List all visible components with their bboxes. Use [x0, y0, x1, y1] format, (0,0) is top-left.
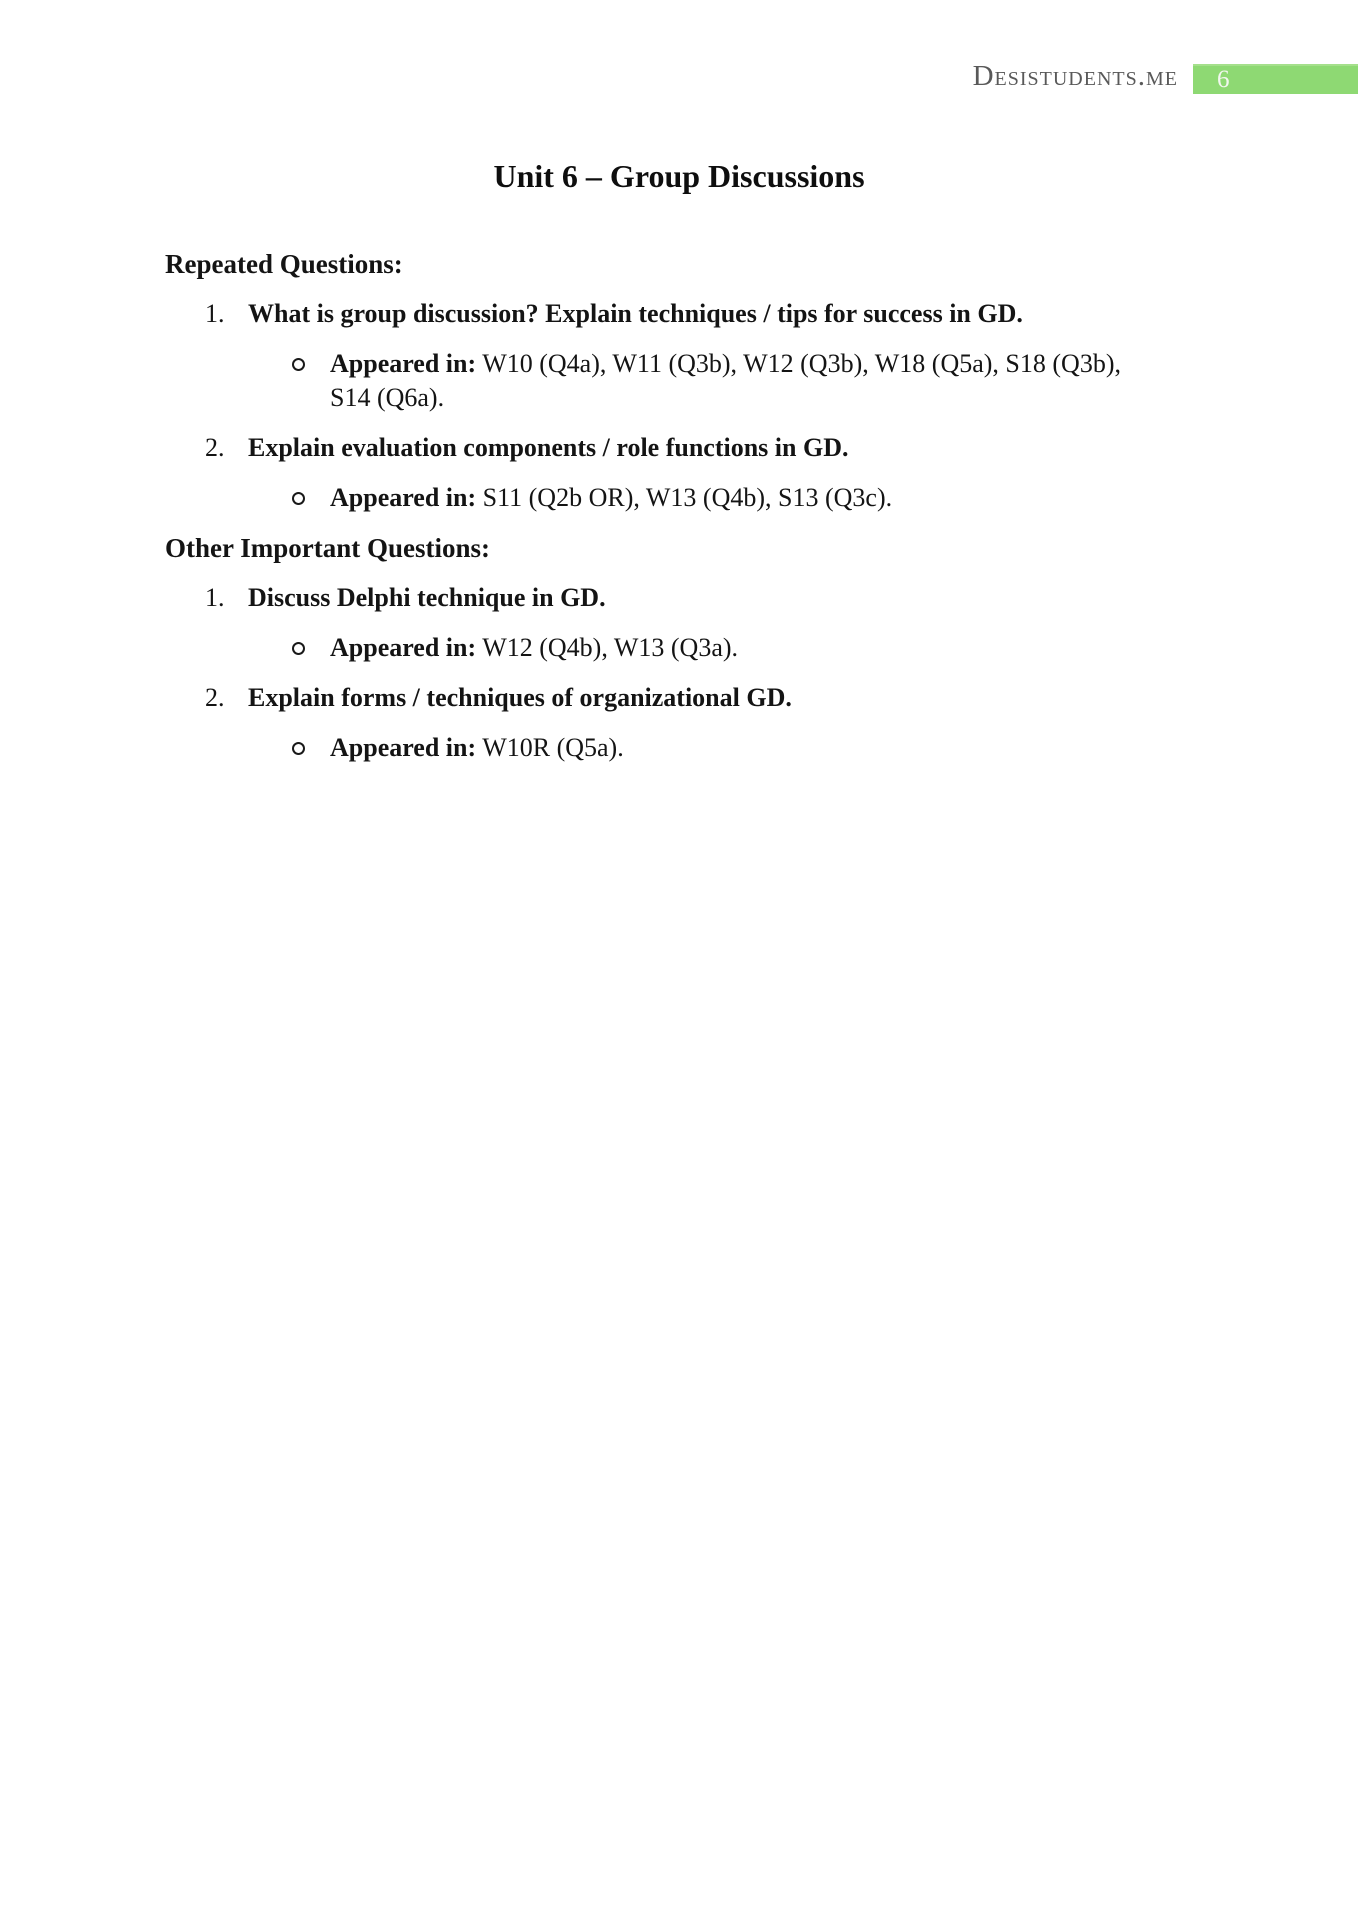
appeared-in-label: Appeared in:	[330, 483, 477, 512]
appeared-in-row	[292, 481, 1208, 515]
question-number: 1.	[205, 583, 225, 612]
page-title: Unit 6 – Group Discussions	[493, 158, 865, 194]
question-text: Explain evaluation components / role functions in GD.	[248, 433, 849, 462]
section-heading-repeated-questions: Repeated Questions:	[165, 249, 403, 279]
circle-bullet-icon	[292, 347, 330, 415]
question-text: What is group discussion? Explain techniques / tips for success in GD.	[248, 299, 1023, 328]
question-number: 1.	[205, 299, 225, 328]
appeared-in-value: S11 (Q2b OR), W13 (Q4b), S13 (Q3c).	[482, 483, 893, 512]
circle-bullet-icon	[292, 481, 330, 515]
section-heading-other-important-questions: Other Important Questions:	[165, 533, 491, 563]
appeared-in-label: Appeared in:	[330, 633, 477, 662]
site-name: Desistudents.me	[972, 60, 1178, 92]
appeared-in-value: W10 (Q4a), W11 (Q3b), W12 (Q3b), W18 (Q5a), S18 (Q3b), S14 (Q6a).	[330, 349, 1121, 412]
appeared-in-row	[292, 347, 1208, 415]
circle-bullet-icon	[292, 731, 330, 765]
question-number: 2.	[205, 433, 225, 462]
appeared-in-text	[330, 347, 1135, 415]
document-content	[0, 247, 1358, 765]
appeared-in-label: Appeared in:	[330, 349, 477, 378]
document-page	[0, 155, 1358, 781]
question-item	[205, 581, 1208, 615]
appeared-in-text	[330, 481, 892, 515]
question-text: Discuss Delphi technique in GD.	[248, 583, 606, 612]
page-number-badge	[1193, 64, 1358, 94]
appeared-in-row	[292, 731, 1208, 765]
appeared-in-text	[330, 731, 624, 765]
question-text: Explain forms / techniques of organizational GD.	[248, 683, 792, 712]
appeared-in-value: W12 (Q4b), W13 (Q3a).	[482, 633, 739, 662]
page-number: 6	[1217, 66, 1230, 93]
appeared-in-text	[330, 631, 738, 665]
question-item	[205, 681, 1208, 715]
question-number: 2.	[205, 683, 225, 712]
appeared-in-row	[292, 631, 1208, 665]
appeared-in-label: Appeared in:	[330, 733, 477, 762]
question-item	[205, 431, 1208, 465]
appeared-in-value: W10R (Q5a).	[482, 733, 624, 762]
circle-bullet-icon	[292, 631, 330, 665]
question-item	[205, 297, 1208, 331]
